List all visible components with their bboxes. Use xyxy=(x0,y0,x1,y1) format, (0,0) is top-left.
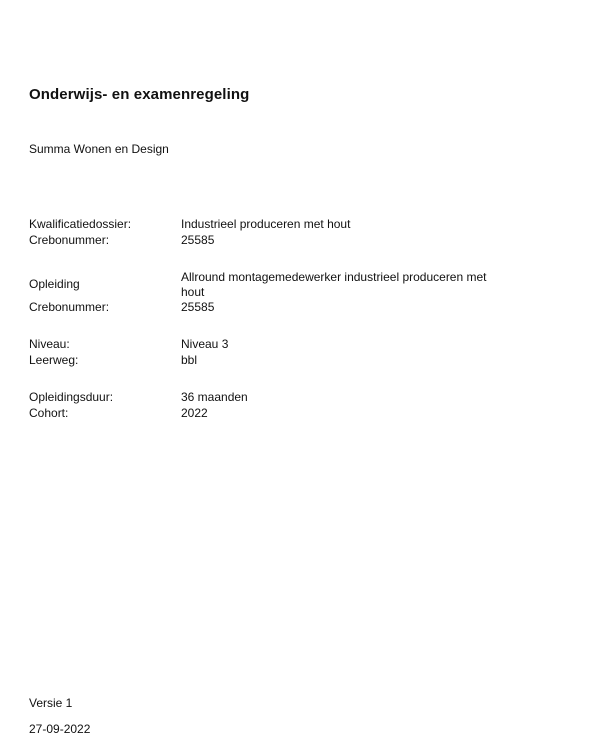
field-value: Niveau 3 xyxy=(181,337,229,351)
field-label: Opleidingsduur: xyxy=(29,390,114,404)
field-label: Niveau: xyxy=(29,337,70,351)
field-value: Allround montagemedewerker industrieel produceren met hout xyxy=(181,270,487,299)
field-value: 2022 xyxy=(181,406,208,420)
field-label: Leerweg: xyxy=(29,353,79,367)
school-name: Summa Wonen en Design xyxy=(29,142,169,156)
field-value: 25585 xyxy=(181,233,215,247)
field-label: Crebonummer: xyxy=(29,300,110,314)
date-label: 27-09-2022 xyxy=(29,722,91,736)
version-label: Versie 1 xyxy=(29,696,73,710)
field-label: Cohort: xyxy=(29,406,69,420)
field-label: Kwalificatiedossier: xyxy=(29,217,132,231)
field-value: Industrieel produceren met hout xyxy=(181,217,351,231)
field-value: 25585 xyxy=(181,300,215,314)
document-title: Onderwijs- en examenregeling xyxy=(29,86,250,103)
field-value: bbl xyxy=(181,353,198,367)
field-label: Crebonummer: xyxy=(29,233,110,247)
field-label: Opleiding xyxy=(29,277,80,291)
field-value: 36 maanden xyxy=(181,390,248,404)
